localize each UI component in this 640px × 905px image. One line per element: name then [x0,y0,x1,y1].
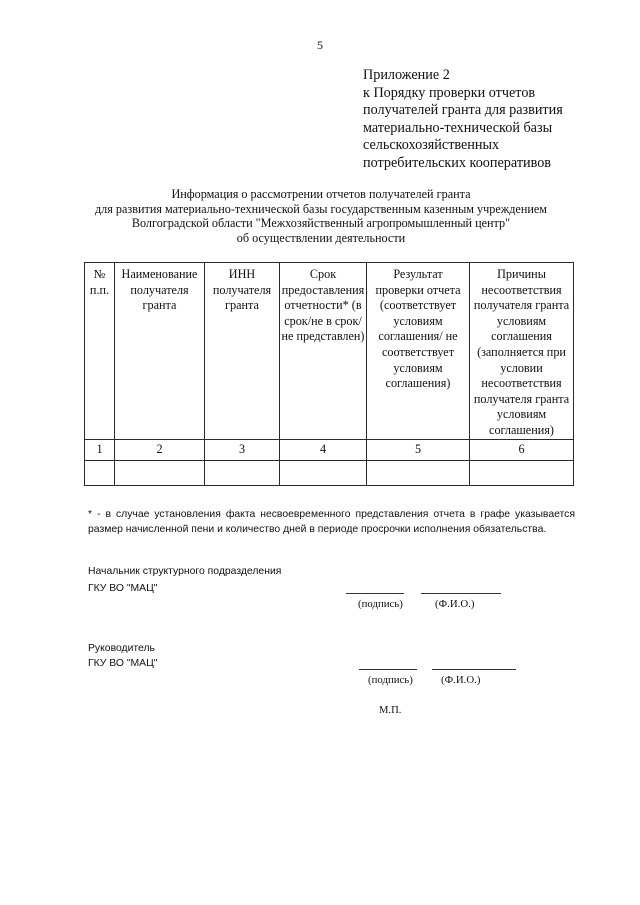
table-cell [115,461,205,486]
header-check-result: Результат проверки отчета (соответствует условиям соглашения/ не соответствует условиям соглашения) [367,263,470,440]
column-number-row [85,440,574,461]
header-report-deadline: Срок предоставления отчетности* (в срок/не в срок/не представлен) [280,263,367,440]
name-caption: (Ф.И.О.) [435,598,475,610]
appendix-line: материально-технической базы [363,119,553,136]
footnote: * - в случае установления факта несвоевременного представления отчета в графе указывается размер начисленной пени и количество дней в периоде просрочки исполнения обязательства. [88,509,575,535]
column-number: 3 [205,440,280,461]
signature-caption: (подпись) [368,674,413,686]
appendix-line: сельскохозяйственных [363,137,500,154]
title-line: для развития материально-технической базы государственным казенным учреждением [94,201,547,216]
table-cell [470,461,574,486]
header-inn: ИНН получателя гранта [205,263,280,440]
appendix-header [363,67,623,173]
title-line: об осуществлении деятельности [236,230,406,245]
appendix-line: к Порядку проверки отчетов [363,84,536,101]
signature-line [346,593,404,594]
column-number: 4 [280,440,367,461]
header-reasons: Причины несоответствия получателя гранта условиям соглашения (заполняется при условии несоответствия получателя гранта условиям соглашения) [470,263,574,440]
appendix-line: получателей гранта для развития [363,102,563,119]
report-table [84,262,574,486]
table-cell [85,461,115,486]
table-cell [205,461,280,486]
column-number: 6 [470,440,574,461]
signature-line [359,669,417,670]
header-number: № п.п. [85,263,115,440]
name-line [421,593,501,594]
header-recipient-name: Наименование получателя гранта [115,263,205,440]
name-line [432,669,516,670]
column-number: 1 [85,440,115,461]
table-header-row [85,263,574,440]
appendix-line: потребительских кооперативов [363,154,552,171]
name-caption: (Ф.И.О.) [441,674,481,686]
table-cell [280,461,367,486]
signature-role: Начальник структурного подразделения [88,566,282,577]
signature-org: ГКУ ВО "МАЦ" [88,583,158,594]
signature-caption: (подпись) [358,598,403,610]
column-number: 5 [367,440,470,461]
page-number: 5 [317,38,323,52]
stamp-place-label: М.П. [379,705,402,716]
title-line: Волгоградской области "Межхозяйственный агропромышленный центр" [131,216,511,231]
document-title [40,187,602,245]
title-line: Информация о рассмотрении отчетов получателей гранта [171,187,471,201]
appendix-line: Приложение 2 [363,67,450,83]
column-number: 2 [115,440,205,461]
table-cell [367,461,470,486]
signature-role: Руководитель [88,643,155,654]
signature-org: ГКУ ВО "МАЦ" [88,658,158,669]
table-row [85,461,574,486]
